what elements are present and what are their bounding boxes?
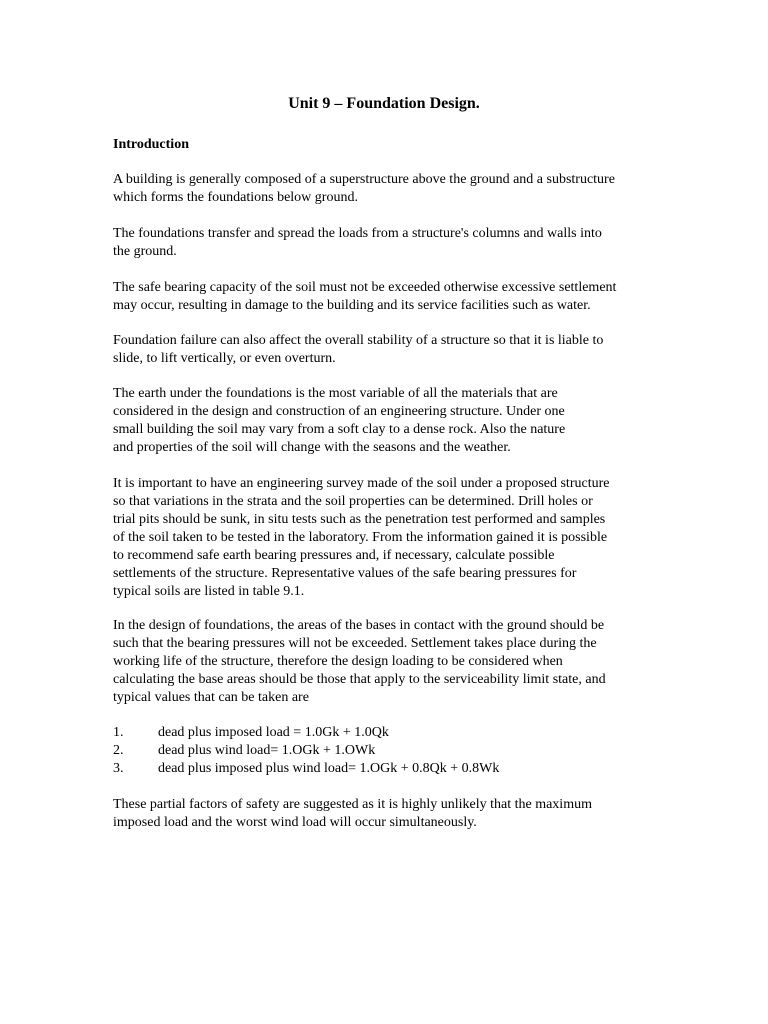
paragraph <box>113 225 673 261</box>
text-line: trial pits should be sunk, in situ tests such as the penetration test performed and samples <box>113 512 606 527</box>
text-line: slide, to lift vertically, or even overturn. <box>113 351 336 366</box>
text-line: to recommend safe earth bearing pressures and, if necessary, calculate possible <box>113 548 555 563</box>
text-line: small building the soil may vary from a soft clay to a dense rock. Also the nature <box>113 422 566 437</box>
text-line: the ground. <box>113 244 177 259</box>
text-line: Foundation failure can also affect the overall stability of a structure so that it is liable to <box>113 333 604 348</box>
text-line: working life of the structure, therefore the design loading to be considered when <box>113 654 563 669</box>
list-item <box>113 742 673 760</box>
load-combination-list <box>113 724 673 778</box>
text-line: A building is generally composed of a superstructure above the ground and a substructure <box>113 172 615 187</box>
text-line: typical values that can be taken are <box>113 690 309 705</box>
paragraph <box>113 332 673 368</box>
paragraph <box>113 475 673 601</box>
paragraph <box>113 171 673 207</box>
list-number: 2. <box>113 743 124 758</box>
section-heading: Introduction <box>113 137 189 152</box>
text-line: typical soils are listed in table 9.1. <box>113 584 305 599</box>
list-item <box>113 760 673 778</box>
list-text: dead plus imposed plus wind load= 1.OGk + 0.8Qk + 0.8Wk <box>158 761 500 776</box>
paragraph <box>113 385 673 457</box>
text-line: imposed load and the worst wind load will occur simultaneously. <box>113 815 477 830</box>
text-line: and properties of the soil will change with the seasons and the weather. <box>113 440 511 455</box>
text-line: considered in the design and construction of an engineering structure. Under one <box>113 404 565 419</box>
text-line: These partial factors of safety are suggested as it is highly unlikely that the maximum <box>113 797 592 812</box>
list-number: 1. <box>113 725 124 740</box>
text-line: In the design of foundations, the areas of the bases in contact with the ground should be <box>113 618 605 633</box>
list-number: 3. <box>113 761 124 776</box>
list-text: dead plus wind load= 1.OGk + 1.OWk <box>158 743 376 758</box>
text-line: of the soil taken to be tested in the laboratory. From the information gained it is possible <box>113 530 608 545</box>
page-title: Unit 9 – Foundation Design. <box>288 95 480 112</box>
text-line: calculating the base areas should be those that apply to the serviceability limit state, and <box>113 672 606 687</box>
text-line: The earth under the foundations is the most variable of all the materials that are <box>113 386 558 401</box>
text-line: which forms the foundations below ground. <box>113 190 358 205</box>
paragraph <box>113 796 673 832</box>
paragraph <box>113 279 673 315</box>
paragraph <box>113 617 673 707</box>
text-line: It is important to have an engineering survey made of the soil under a proposed structure <box>113 476 610 491</box>
list-text: dead plus imposed load = 1.0Gk + 1.0Qk <box>158 725 389 740</box>
text-line: such that the bearing pressures will not be exceeded. Settlement takes place during the <box>113 636 597 651</box>
text-line: so that variations in the strata and the soil properties can be determined. Drill holes or <box>113 494 593 509</box>
text-line: may occur, resulting in damage to the building and its service facilities such as water. <box>113 298 591 313</box>
list-item <box>113 724 673 742</box>
text-line: The foundations transfer and spread the loads from a structure's columns and walls into <box>113 226 602 241</box>
text-line: settlements of the structure. Representative values of the safe bearing pressures for <box>113 566 577 581</box>
text-line: The safe bearing capacity of the soil must not be exceeded otherwise excessive settlement <box>113 280 617 295</box>
